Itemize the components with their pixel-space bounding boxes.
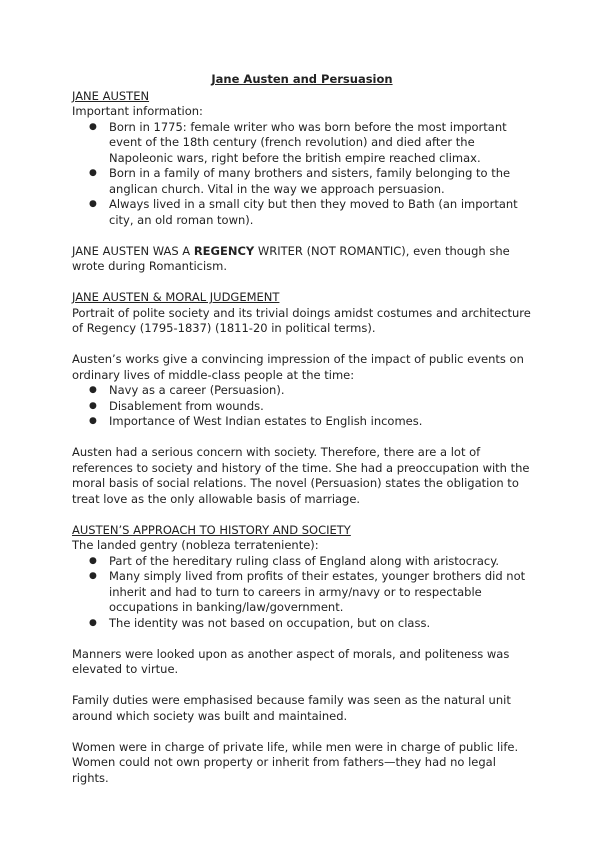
paragraph: Family duties were emphasised because family was seen as the natural unit around which society was built and maintained. — [72, 693, 511, 723]
paragraph: Austen had a serious concern with society. Therefore, there are a lot of references to society and history of the time. She had a preoccupation with the moral basis of social relations. The novel (Persuasion) states the obligation to treat love as the only allowable basis of marriage. — [72, 445, 530, 506]
paragraph: Important information: — [72, 104, 203, 118]
list-item: ● Many simply lived from profits of their estates, younger brothers did not inherit and had to turn to careers in army/navy or to respectable occupations in banking/law/government. — [109, 569, 532, 616]
list-item: ● Born in a family of many brothers and sisters, family belonging to the anglican church. Vital in the way we approach persuasion. — [109, 166, 532, 197]
paragraph: Women were in charge of private life, while men were in charge of public life. Women could not own property or inherit from fathers—they had no legal rights. — [72, 739, 519, 785]
list-item: ● Born in 1775: female writer who was born before the most important event of the 18th century (french revolution) and died after the Napoleonic wars, right before the british empire reached climax. — [109, 120, 532, 167]
list-item: ● Disablement from wounds. — [109, 399, 532, 415]
regency-statement: JANE AUSTEN WAS A REGENCY WRITER (NOT ROMANTIC), even though she wrote during Romanticism. — [72, 243, 510, 273]
document-body — [72, 72, 532, 786]
list-item: ● Always lived in a small city but then they moved to Bath (an important city, an old roman town). — [109, 197, 532, 228]
section-heading-history-society: AUSTEN’S APPROACH TO HISTORY AND SOCIETY — [72, 522, 351, 537]
document-title: Jane Austen and Persuasion — [211, 72, 393, 86]
list-item: ● The identity was not based on occupation, but on class. — [109, 616, 532, 632]
bullet-list — [72, 383, 532, 430]
list-item: ● Importance of West Indian estates to English incomes. — [109, 414, 532, 430]
section-heading-jane-austen: JANE AUSTEN — [72, 88, 150, 103]
list-item: ● Part of the hereditary ruling class of England along with aristocracy. — [109, 554, 532, 570]
bullet-list — [72, 554, 532, 632]
section-heading-moral-judgement: JANE AUSTEN & MORAL JUDGEMENT — [72, 290, 280, 304]
paragraph: Austen’s works give a convincing impression of the impact of public events on ordinary lives of middle-class people at the time: — [72, 352, 524, 382]
paragraph: Portrait of polite society and its trivial doings amidst costumes and architecture of Regency (1795-1837) (1811-20 in political terms). — [72, 305, 531, 335]
bullet-list — [72, 120, 532, 229]
list-item: ● Navy as a career (Persuasion). — [109, 383, 532, 399]
paragraph: Manners were looked upon as another aspect of morals, and politeness was elevated to virtue. — [72, 646, 510, 676]
paragraph: The landed gentry (nobleza terrateniente): — [72, 538, 319, 552]
